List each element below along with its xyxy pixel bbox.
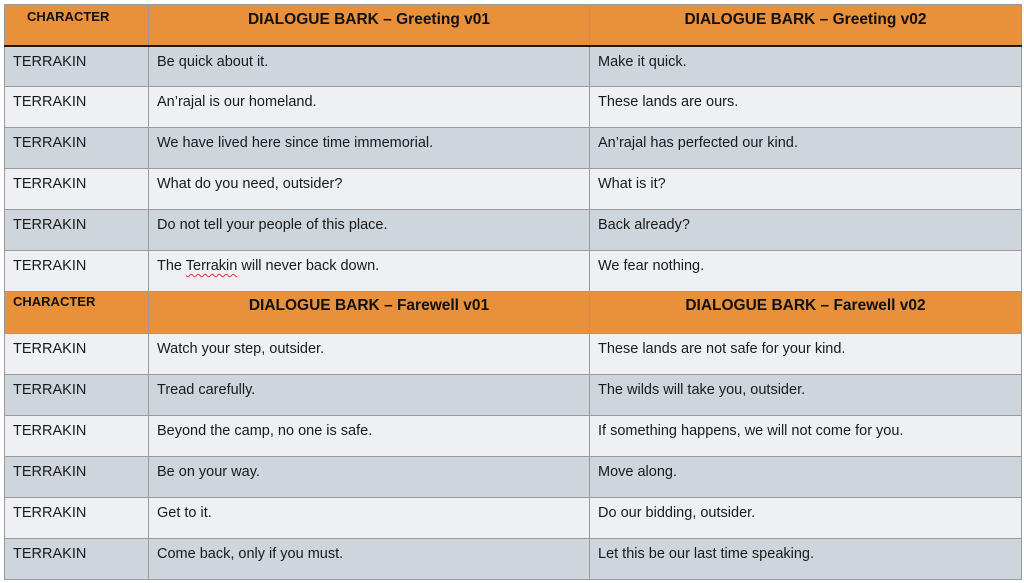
greeting-row (5, 210, 1022, 251)
farewell-v02-cell: If something happens, we will not come for you. (590, 416, 1022, 457)
farewell-row (5, 416, 1022, 457)
character-cell: TERRAKIN (5, 128, 149, 169)
greeting-v02-cell: What is it? (590, 169, 1022, 210)
character-cell: TERRAKIN (5, 46, 149, 87)
character-cell: TERRAKIN (5, 375, 149, 416)
greeting-v02-cell: An’rajal has perfected our kind. (590, 128, 1022, 169)
greeting-row (5, 87, 1022, 128)
character-cell: TERRAKIN (5, 457, 149, 498)
greeting-row (5, 46, 1022, 87)
farewell-row (5, 539, 1022, 580)
greeting-header-row (5, 5, 1022, 46)
character-column-header: CHARACTER (5, 292, 149, 334)
farewell-v01-header: DIALOGUE BARK – Farewell v01 (149, 292, 590, 334)
spellcheck-flagged-word: Terrakin (185, 258, 238, 274)
farewell-v02-cell: Let this be our last time speaking. (590, 539, 1022, 580)
character-column-header: CHARACTER (5, 5, 149, 46)
greeting-v01-header: DIALOGUE BARK – Greeting v01 (149, 5, 590, 46)
character-cell: TERRAKIN (5, 539, 149, 580)
farewell-v01-cell: Watch your step, outsider. (149, 334, 590, 375)
character-cell: TERRAKIN (5, 416, 149, 457)
text-segment: The (157, 258, 186, 274)
character-cell: TERRAKIN (5, 210, 149, 251)
greeting-v01-cell: Be quick about it. (149, 46, 590, 87)
farewell-header-row (5, 292, 1022, 334)
dialogue-bark-table (4, 4, 1022, 580)
farewell-v01-cell: Come back, only if you must. (149, 539, 590, 580)
greeting-v02-header: DIALOGUE BARK – Greeting v02 (590, 5, 1022, 46)
greeting-v02-cell: These lands are ours. (590, 87, 1022, 128)
greeting-v01-cell: We have lived here since time immemorial. (149, 128, 590, 169)
greeting-v01-cell: Do not tell your people of this place. (149, 210, 590, 251)
farewell-v02-cell: These lands are not safe for your kind. (590, 334, 1022, 375)
greeting-v01-cell (149, 251, 590, 292)
farewell-row (5, 334, 1022, 375)
text-segment: will never back down. (237, 258, 380, 274)
farewell-row (5, 498, 1022, 539)
farewell-v02-header: DIALOGUE BARK – Farewell v02 (590, 292, 1022, 334)
farewell-v01-cell: Beyond the camp, no one is safe. (149, 416, 590, 457)
greeting-row (5, 128, 1022, 169)
character-cell: TERRAKIN (5, 169, 149, 210)
farewell-v02-cell: Do our bidding, outsider. (590, 498, 1022, 539)
greeting-v01-cell: What do you need, outsider? (149, 169, 590, 210)
farewell-row (5, 375, 1022, 416)
character-cell: TERRAKIN (5, 87, 149, 128)
farewell-v02-cell: The wilds will take you, outsider. (590, 375, 1022, 416)
character-cell: TERRAKIN (5, 498, 149, 539)
greeting-v01-cell: An’rajal is our homeland. (149, 87, 590, 128)
farewell-row (5, 457, 1022, 498)
greeting-v02-cell: Make it quick. (590, 46, 1022, 87)
character-cell: TERRAKIN (5, 251, 149, 292)
character-cell: TERRAKIN (5, 334, 149, 375)
farewell-v01-cell: Tread carefully. (149, 375, 590, 416)
greeting-row (5, 169, 1022, 210)
greeting-v02-cell: Back already? (590, 210, 1022, 251)
farewell-v01-cell: Get to it. (149, 498, 590, 539)
farewell-v02-cell: Move along. (590, 457, 1022, 498)
greeting-row (5, 251, 1022, 292)
greeting-v02-cell: We fear nothing. (590, 251, 1022, 292)
farewell-v01-cell: Be on your way. (149, 457, 590, 498)
